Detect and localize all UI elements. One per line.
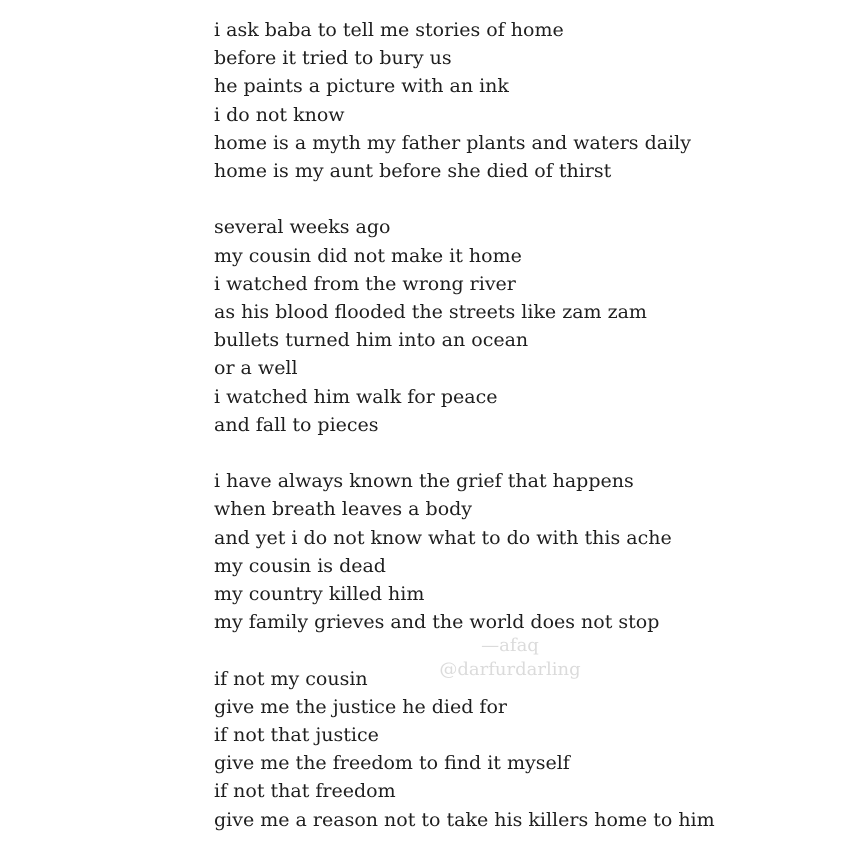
poem-line: before it tried to bury us — [214, 47, 452, 70]
poem-line: my country killed him — [214, 583, 425, 606]
poem-line: my cousin did not make it home — [214, 244, 522, 267]
watermark — [430, 634, 590, 682]
poem-line: if not my cousin — [214, 667, 368, 690]
poem-line: bullets turned him into an ocean — [214, 329, 529, 352]
poem-line: as his blood flooded the streets like zam zam — [214, 301, 647, 324]
poem-line: if not that freedom — [214, 780, 396, 803]
poem-line: my cousin is dead — [214, 554, 386, 577]
poem-line: my family grieves and the world does not stop — [214, 611, 660, 634]
poem-line: i do not know — [214, 103, 345, 126]
stanza-3 — [214, 467, 844, 636]
poem-line: he paints a picture with an ink — [214, 75, 509, 98]
poem-line: i ask baba to tell me stories of home — [214, 19, 564, 41]
poem-line: and fall to pieces — [214, 413, 379, 436]
watermark-handle: @darfurdarling — [439, 659, 581, 680]
stanza-4 — [214, 665, 844, 834]
poem-line: and yet i do not know what to do with this ache — [214, 526, 672, 549]
poem-line: home is a myth my father plants and waters daily — [214, 131, 691, 154]
poem-line: give me the freedom to find it myself — [214, 752, 570, 775]
poem-line: or a well — [214, 357, 298, 380]
stanza-1 — [214, 16, 844, 185]
poem-line: i have always known the grief that happens — [214, 470, 634, 493]
poem-line: give me the justice he died for — [214, 695, 507, 718]
poem — [214, 16, 844, 834]
poem-line: home is my aunt before she died of thirst — [214, 160, 612, 183]
poem-line: when breath leaves a body — [214, 498, 473, 521]
poem-line: if not that justice — [214, 724, 379, 747]
poem-line: give me a reason not to take his killers home to him — [214, 808, 715, 831]
watermark-author: —afaq — [481, 635, 539, 656]
poem-line: several weeks ago — [214, 216, 391, 239]
poem-line: i watched him walk for peace — [214, 385, 498, 408]
poem-line: i watched from the wrong river — [214, 272, 516, 295]
stanza-2 — [214, 213, 844, 439]
